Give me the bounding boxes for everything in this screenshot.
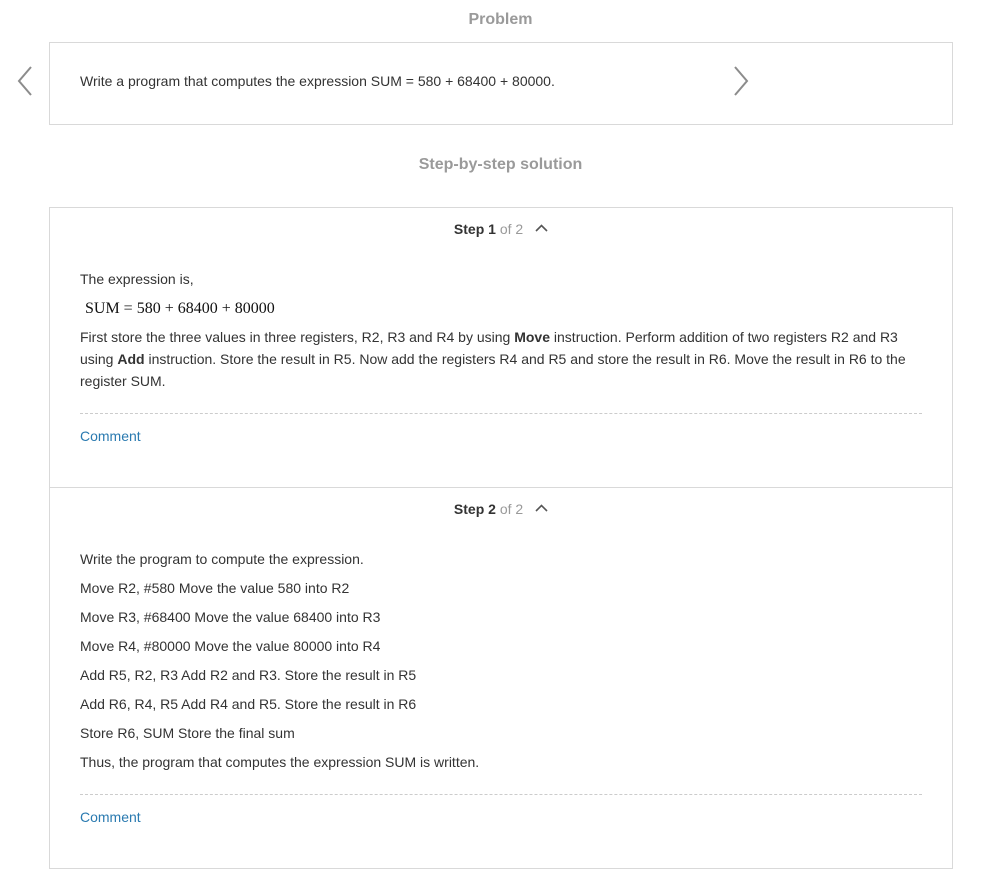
step-2-divider (80, 794, 922, 795)
step-2-line: Move R4, #80000 Move the value 80000 into R4 (80, 638, 381, 654)
step-1-explanation: First store the three values in three registers, R2, R3 and R4 by using Move instruction. Perform addition of two registers R2 and R3 using Add instruction. Store the result in R5. Now add the registers R4 and R5 and store the result in R6. Move the result in R6 to the register SUM. (80, 329, 906, 389)
step-2-comment-link[interactable]: Comment (80, 809, 141, 825)
chevron-up-icon[interactable] (535, 499, 548, 515)
steps-container (49, 207, 953, 869)
step-2-line: Thus, the program that computes the expression SUM is written. (80, 754, 480, 770)
step-1-header (50, 221, 952, 238)
step-1-comment-link[interactable]: Comment (80, 428, 141, 444)
step-number: 2 (488, 501, 496, 517)
problem-text: Write a program that computes the expression SUM = 580 + 68400 + 80000. (80, 73, 555, 89)
step-2-line: Write the program to compute the expression. (80, 551, 364, 567)
solution-title: Step-by-step solution (418, 156, 583, 173)
problem-card (49, 42, 953, 125)
step-of-total: of 2 (499, 221, 524, 237)
step-1-equation: SUM = 580 + 68400 + 80000 (85, 300, 275, 317)
step-2-line: Move R2, #580 Move the value 580 into R2 (80, 580, 350, 596)
step-label: Step (453, 221, 485, 237)
step-label: Step (453, 501, 485, 517)
chevron-left-icon[interactable] (15, 65, 37, 97)
step-2-line: Store R6, SUM Store the final sum (80, 725, 295, 741)
chevron-up-icon[interactable] (535, 219, 548, 235)
problem-title: Problem (468, 11, 533, 28)
chevron-right-icon[interactable] (729, 65, 751, 97)
step-1-panel (50, 208, 952, 488)
step-2-line: Move R3, #68400 Move the value 68400 into R3 (80, 609, 381, 625)
step-2-header (50, 501, 952, 518)
step-of-total: of 2 (499, 501, 524, 517)
step-2-panel (50, 488, 952, 868)
step-number: 1 (488, 221, 496, 237)
step-1-divider (80, 413, 922, 414)
step-2-line: Add R5, R2, R3 Add R2 and R3. Store the result in R5 (80, 667, 417, 683)
step-1-intro: The expression is, (80, 271, 194, 287)
step-2-line: Add R6, R4, R5 Add R4 and R5. Store the result in R6 (80, 696, 417, 712)
